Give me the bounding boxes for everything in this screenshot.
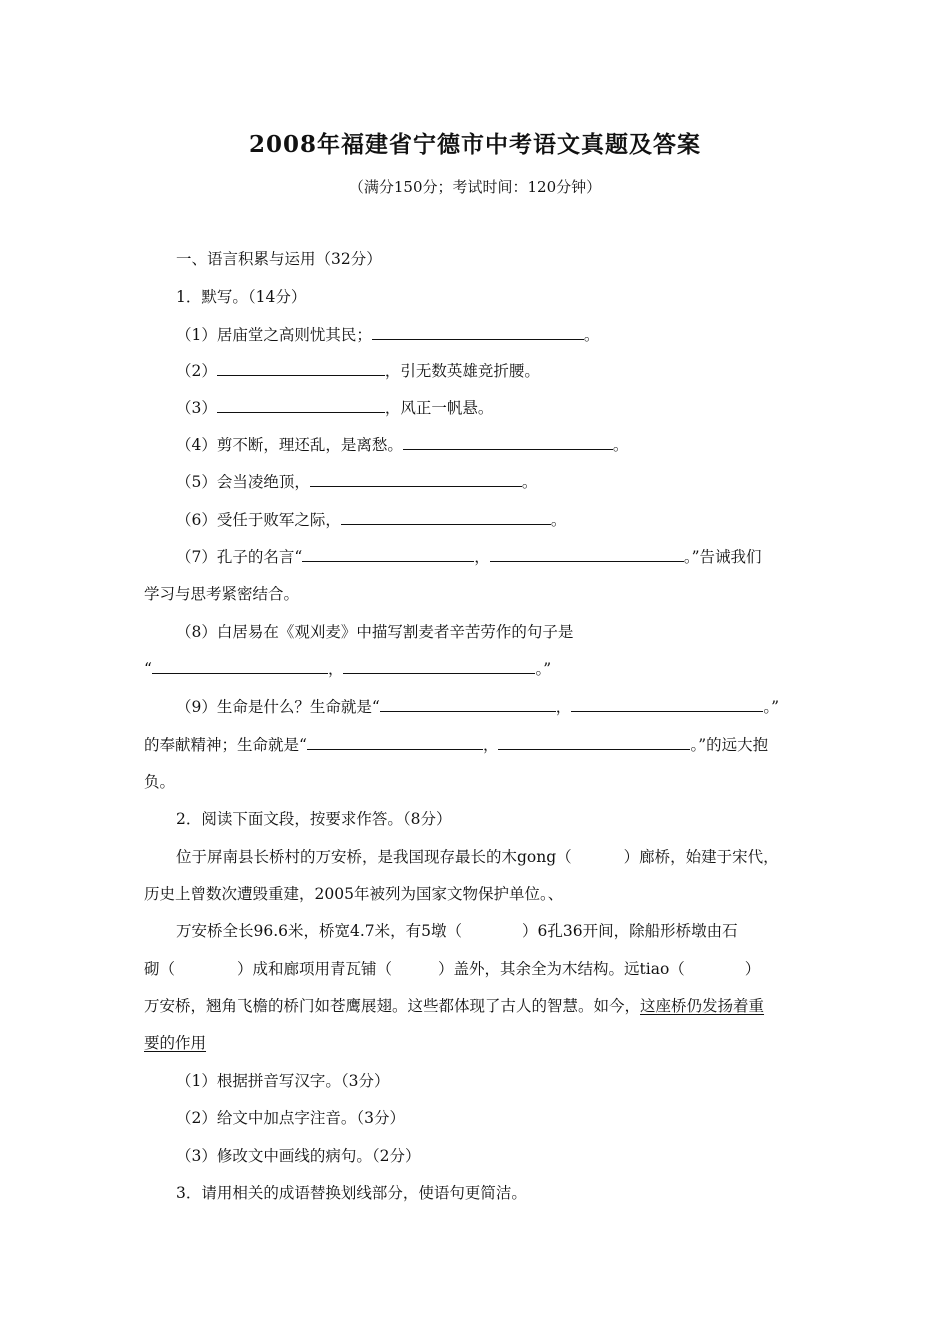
answer-blank[interactable]: [571, 696, 763, 712]
answer-blank[interactable]: [217, 360, 385, 376]
answer-blank[interactable]: [310, 471, 522, 487]
passage-line: [144, 1032, 206, 1054]
q1-item-7: （7）孔子的名言“ ， 。”告诫我们: [176, 548, 762, 566]
section-heading: 一、语言积累与运用（32分）: [176, 250, 382, 268]
q2-subquestion-2: （2）给文中加点字注音。（3分）: [176, 1109, 405, 1127]
q1-item-9: （9）生命是什么？生命就是“ ， 。”: [176, 698, 779, 716]
answer-blank[interactable]: [403, 434, 613, 450]
answer-blank[interactable]: [302, 546, 474, 562]
q1-item-1: （1）居庙堂之高则忧其民； 。: [176, 326, 600, 344]
answer-blank[interactable]: [490, 546, 684, 562]
q1-item-5: （5）会当凌绝顶， 。: [176, 473, 538, 491]
answer-blank[interactable]: [372, 324, 584, 340]
passage-line: 万安桥，翘角飞檐的桥门如苍鹰展翅。这些都体现了古人的智慧。如今，这座桥仍发扬着重: [144, 997, 765, 1015]
answer-blank[interactable]: [343, 658, 535, 674]
q1-item-8: （8）白居易在《观刈麦》中描写割麦者辛苦劳作的句子是: [176, 623, 574, 641]
q2-subquestion-3: （3）修改文中画线的病句。（2分）: [176, 1147, 421, 1165]
q2-subquestion-1: （1）根据拼音写汉字。（3分）: [176, 1072, 390, 1090]
question-3-heading: 3．请用相关的成语替换划线部分，使语句更简洁。: [176, 1184, 527, 1202]
q1-item-6: （6）受任于败军之际， 。: [176, 511, 567, 529]
page-title: 2008年福建省宁德市中考语文真题及答案: [248, 131, 701, 158]
passage-line: 位于屏南县长桥村的万安桥，是我国现存最长的木gong（ ）廊桥，始建于宋代，: [176, 848, 779, 866]
passage-line: 万安桥全长96.6米，桥宽4.7米，有5墩（ ）6孔36开间，除船形桥墩由石: [176, 922, 738, 940]
question-2-heading: 2．阅读下面文段，按要求作答。（8分）: [176, 810, 452, 828]
q1-item-4: （4）剪不断，理还乱，是离愁。 。: [176, 436, 629, 454]
underlined-sentence: 这座桥仍发扬着重: [640, 997, 765, 1015]
underlined-sentence: 要的作用: [144, 1034, 207, 1052]
answer-blank[interactable]: [380, 696, 556, 712]
passage-line: 砌（ ）成和廊项用青瓦铺（ ）盖外，其余全为木结构。远tiao（ ）: [144, 960, 761, 978]
q1-item-9-end: 负。: [144, 773, 176, 791]
question-1-heading: 1．默写。（14分）: [176, 288, 307, 306]
exam-info: （满分150分；考试时间：120分钟）: [348, 178, 602, 196]
answer-blank[interactable]: [498, 734, 690, 750]
answer-blank[interactable]: [307, 734, 483, 750]
q1-item-3: （3） ，风正一帆悬。: [176, 399, 494, 417]
q1-item-2: （2） ，引无数英雄竞折腰。: [176, 362, 540, 380]
answer-blank[interactable]: [341, 509, 551, 525]
q1-item-8-cont: “ ， 。”: [144, 660, 552, 678]
q1-item-9-cont: 的奉献精神；生命就是“ ， 。”的远大抱: [144, 736, 769, 754]
answer-blank[interactable]: [217, 397, 385, 413]
q1-item-7-cont: 学习与思考紧密结合。: [144, 585, 300, 603]
passage-line: 历史上曾数次遭毁重建，2005年被列为国家文物保护单位。、: [144, 885, 564, 903]
answer-blank[interactable]: [152, 658, 328, 674]
